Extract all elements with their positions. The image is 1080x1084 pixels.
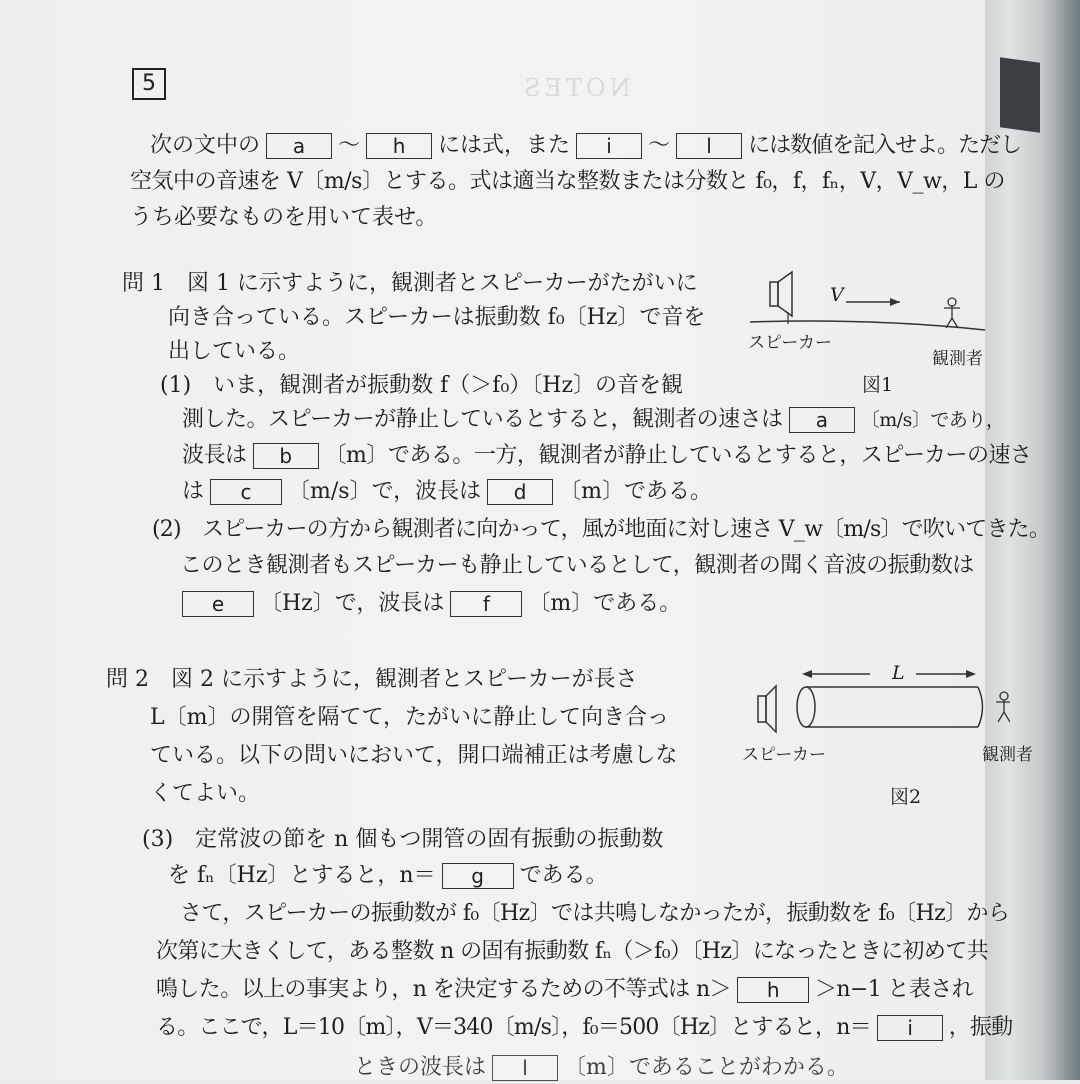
q2-text: る。ここで，L＝10〔m〕，V＝340〔m/s〕，f₀＝500〔Hz〕とすると，n＝ — [156, 1015, 871, 1040]
q1-sub1-line-4 — [182, 476, 712, 508]
q1-text: は — [182, 479, 205, 504]
problem-number: 5 — [132, 68, 166, 100]
answer-box-h[interactable]: h — [366, 133, 432, 159]
q2-text: 鳴した。以上の事実より，n を決定するための不等式は n＞ — [156, 977, 731, 1002]
velocity-label: V — [830, 284, 844, 306]
q1-line-1: 問 1 図 1 に示すように，観測者とスピーカーがたがいに — [122, 271, 698, 296]
q2-text: 〔m〕であることがわかる。 — [564, 1055, 849, 1080]
intro-text: には数値を記入せよ。ただし — [748, 133, 1022, 158]
answer-box-a[interactable]: a — [266, 133, 332, 159]
q1-text: 〔m/s〕であり， — [860, 409, 1005, 431]
q2-text: ときの波長は — [156, 1055, 487, 1080]
speaker-label: スピーカー — [748, 333, 832, 353]
q2-text: ，振動 — [948, 1015, 1013, 1040]
answer-box-l[interactable]: l — [492, 1055, 558, 1081]
intro-text: 次の文中の — [150, 133, 261, 158]
answer-box-c[interactable]: c — [210, 479, 282, 505]
intro-line-3: うち必要なものを用いて表せ。 — [130, 205, 438, 230]
answer-box-g[interactable]: g — [442, 863, 514, 889]
q1-text: 〔Hz〕で，波長は — [260, 591, 445, 616]
q1-line-2: 向き合っている。スピーカーは振動数 f₀〔Hz〕で音を — [168, 305, 706, 330]
q2-text: ＞n−1 と表され — [814, 977, 974, 1002]
answer-box-i[interactable]: i — [576, 133, 642, 159]
q1-text: 波長は — [182, 443, 247, 468]
figure-1-caption: 図1 — [862, 374, 894, 396]
q2-para-line-4 — [156, 1012, 1012, 1044]
q1-sub2-line-3 — [176, 588, 681, 620]
q1-sub2-line-2: このとき観測者もスピーカーも静止しているとして，観測者の聞く音波の振動数は — [180, 553, 974, 578]
answer-box-a[interactable]: a — [789, 407, 855, 433]
q1-text: 〔m〕である。 — [559, 479, 713, 504]
q1-sub1-line-2 — [182, 404, 1004, 436]
q2-para-line-1: さて，スピーカーの振動数が f₀〔Hz〕では共鳴しなかったが，振動数を f₀〔Hz〕から — [180, 901, 1010, 926]
q2-sub3-line-2 — [168, 860, 608, 892]
show-through-text: NOTES — [520, 74, 631, 102]
answer-box-b[interactable]: b — [253, 443, 319, 469]
q2-text: である。 — [519, 863, 608, 888]
answer-box-i[interactable]: i — [877, 1015, 943, 1041]
q2-line-2: L〔m〕の開管を隔てて，たがいに静止して向き合っ — [150, 705, 670, 730]
tilde: 〜 — [648, 133, 671, 158]
intro-line-2: 空気中の音速を V〔m/s〕とする。式は適当な整数または分数と f₀，f，fₙ，V，V_w，L の — [130, 169, 1005, 194]
q1-sub1-line-3 — [182, 440, 1032, 472]
q1-text: 〔m〕である。 — [528, 591, 682, 616]
q1-text: 〔m/s〕で，波長は — [288, 479, 482, 504]
tilde: 〜 — [338, 133, 361, 158]
length-label: L — [892, 662, 905, 684]
q2-text: を fₙ〔Hz〕とすると，n＝ — [168, 863, 436, 888]
page-index-tab — [1000, 57, 1040, 133]
q2-line-4: くてよい。 — [150, 781, 261, 806]
answer-box-f[interactable]: f — [450, 591, 522, 617]
observer-label: 観測者 — [932, 349, 983, 369]
q1-text: 測した。スピーカーが静止しているとすると，観測者の速さは — [182, 407, 783, 432]
q2-para-line-5 — [156, 1052, 849, 1084]
q2-para-line-2: 次第に大きくして，ある整数 n の固有振動数 fₙ（＞f₀）〔Hz〕になったときに初めて共 — [156, 939, 989, 964]
answer-box-e[interactable]: e — [182, 591, 254, 617]
q1-sub1-line-1: (1) いま，観測者が振動数 f（＞f₀）〔Hz〕の音を観 — [160, 373, 684, 398]
speaker-label: スピーカー — [742, 745, 826, 765]
q2-sub3-line-1: (3) 定常波の節を n 個もつ開管の固有振動の振動数 — [142, 827, 664, 852]
answer-box-d[interactable]: d — [487, 479, 553, 505]
answer-box-l[interactable]: l — [676, 133, 742, 159]
figure-2-caption: 図2 — [890, 786, 922, 808]
q2-line-3: ている。以下の問いにおいて，開口端補正は考慮しな — [150, 743, 678, 768]
q1-line-3: 出している。 — [168, 339, 301, 364]
q1-sub2-line-1: (2) スピーカーの方から観測者に向かって，風が地面に対し速さ V_w〔m/s〕で吹いてきた。 — [152, 517, 1051, 542]
q2-line-1: 問 2 図 2 に示すように，観測者とスピーカーが長さ — [106, 667, 638, 692]
answer-box-h[interactable]: h — [737, 977, 809, 1003]
intro-text: には式，また — [438, 133, 571, 158]
intro-line-1 — [150, 130, 1021, 162]
q2-para-line-3 — [156, 974, 973, 1006]
q1-text: 〔m〕である。一方，観測者が静止しているとすると，スピーカーの速さ — [324, 443, 1032, 468]
observer-label: 観測者 — [982, 745, 1033, 765]
figure-2-diagram — [740, 660, 1010, 740]
